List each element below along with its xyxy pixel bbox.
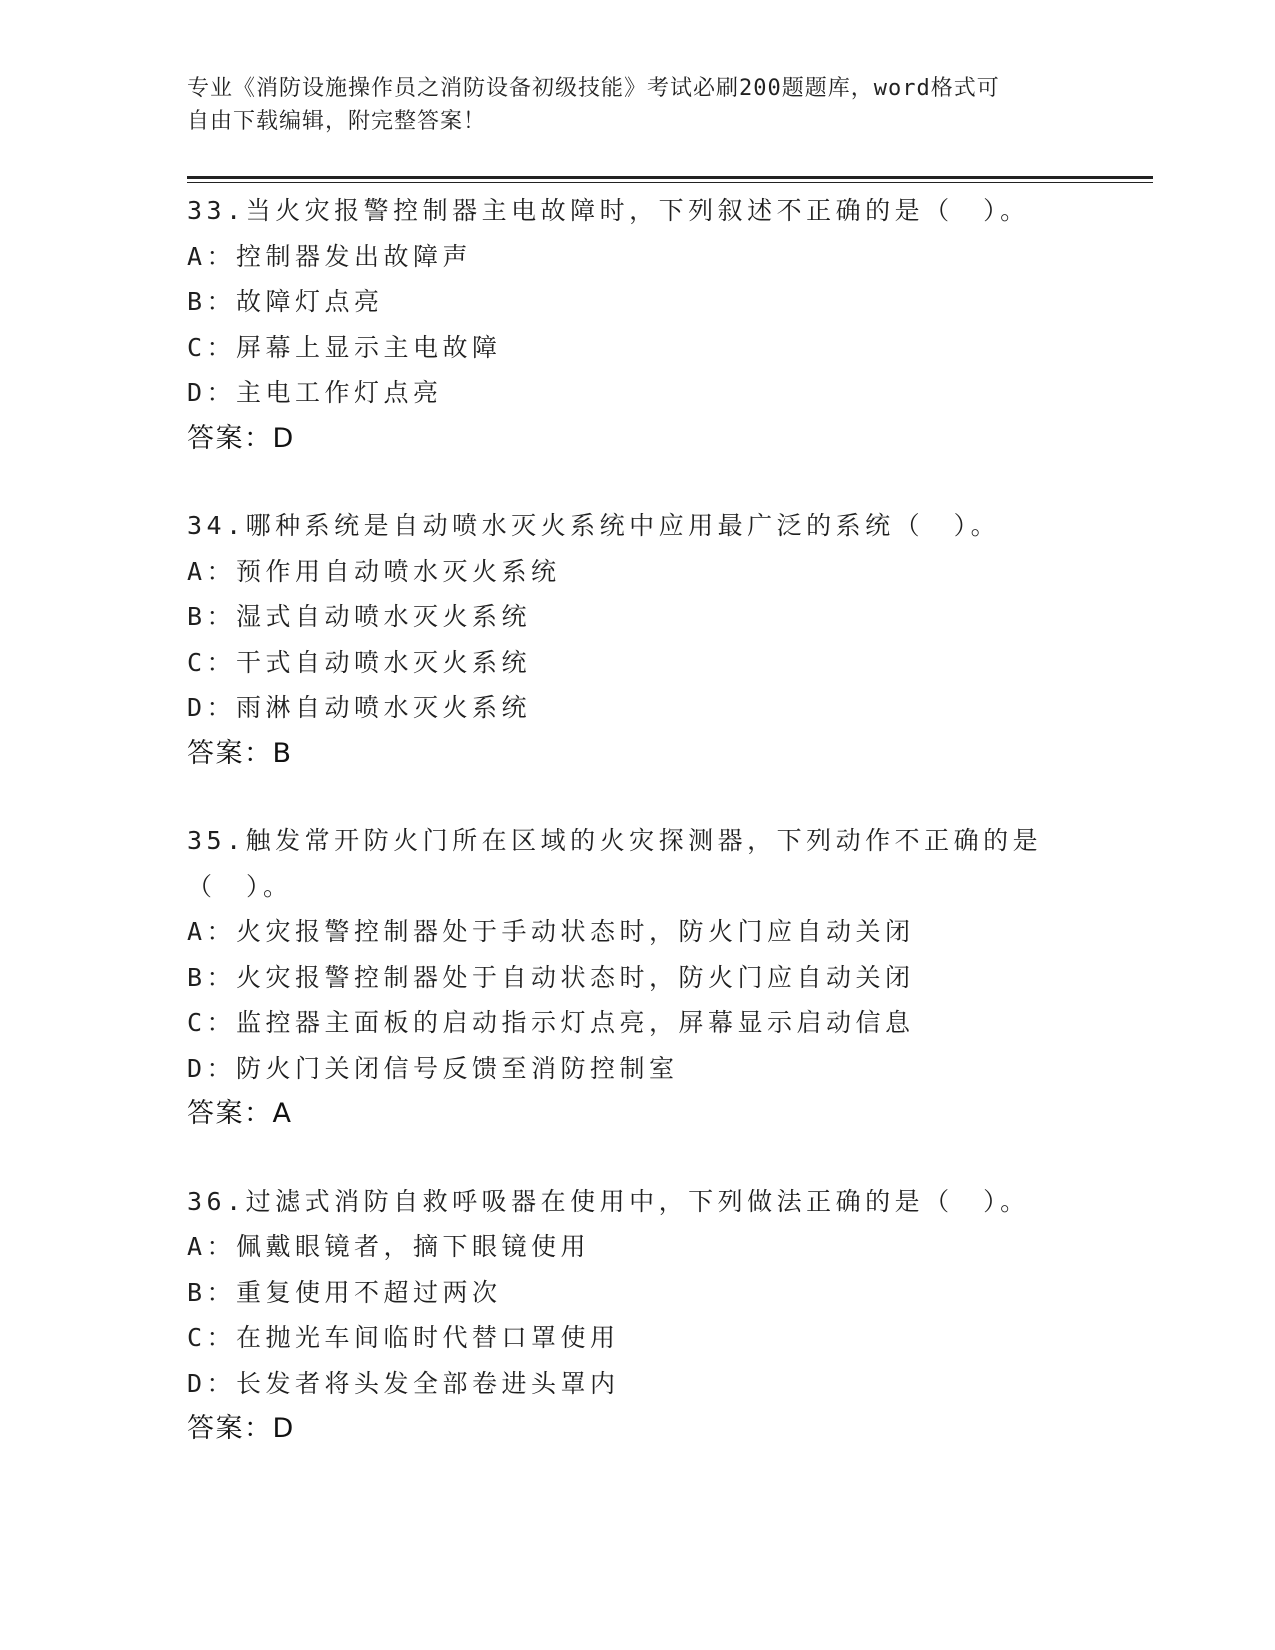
question-35 [187, 818, 1153, 1137]
question-stem: 34.哪种系统是自动喷水灭火系统中应用最广泛的系统（ ）。 [187, 511, 1001, 540]
header-line-2: 自由下载编辑，附完整答案！ [187, 109, 487, 134]
question-stem: 36.过滤式消防自救呼吸器在使用中，下列做法正确的是（ ）。 [187, 1186, 1030, 1216]
option-c: C：监控器主面板的启动指示灯点亮，屏幕显示启动信息 [187, 1008, 915, 1037]
answer: 答案：A [187, 1098, 293, 1129]
header-line-1: 专业《消防设施操作员之消防设备初级技能》考试必刷200题题库，word格式可 [187, 76, 1000, 101]
question-stem: 33.当火灾报警控制器主电故障时，下列叙述不正确的是（ ）。 [187, 196, 1030, 225]
option-d: D：雨淋自动喷水灭火系统 [187, 693, 532, 722]
header-divider-thick [187, 176, 1153, 179]
question-36 [187, 1179, 1153, 1452]
option-d: D：长发者将头发全部卷进头罩内 [187, 1368, 620, 1398]
answer: 答案：D [187, 1413, 295, 1444]
option-d: D：主电工作灯点亮 [187, 378, 443, 407]
option-b: B：重复使用不超过两次 [187, 1277, 502, 1307]
question-34 [187, 503, 1153, 776]
question-list [187, 188, 1153, 1494]
option-a: A：佩戴眼镜者，摘下眼镜使用 [187, 1232, 591, 1261]
option-a: A：预作用自动喷水灭火系统 [187, 556, 561, 586]
option-a: A：控制器发出故障声 [187, 241, 473, 271]
document-header [187, 72, 1087, 138]
question-33 [187, 188, 1153, 461]
option-c: C：在抛光车间临时代替口罩使用 [187, 1323, 620, 1352]
option-b: B：故障灯点亮 [187, 287, 384, 316]
question-stem: 35.触发常开防火门所在区域的火灾探测器，下列动作不正确的是（ ）。 [187, 826, 1043, 901]
answer: 答案：D [187, 422, 295, 454]
option-d: D：防火门关闭信号反馈至消防控制室 [187, 1053, 679, 1083]
option-a: A：火灾报警控制器处于手动状态时，防火门应自动关闭 [187, 917, 915, 946]
option-c: C：干式自动喷水灭火系统 [187, 647, 532, 677]
option-b: B：火灾报警控制器处于自动状态时，防火门应自动关闭 [187, 962, 915, 992]
answer: 答案：B [187, 737, 293, 769]
header-divider-thin [187, 182, 1153, 183]
option-b: B：湿式自动喷水灭火系统 [187, 602, 532, 631]
option-c: C：屏幕上显示主电故障 [187, 332, 502, 362]
